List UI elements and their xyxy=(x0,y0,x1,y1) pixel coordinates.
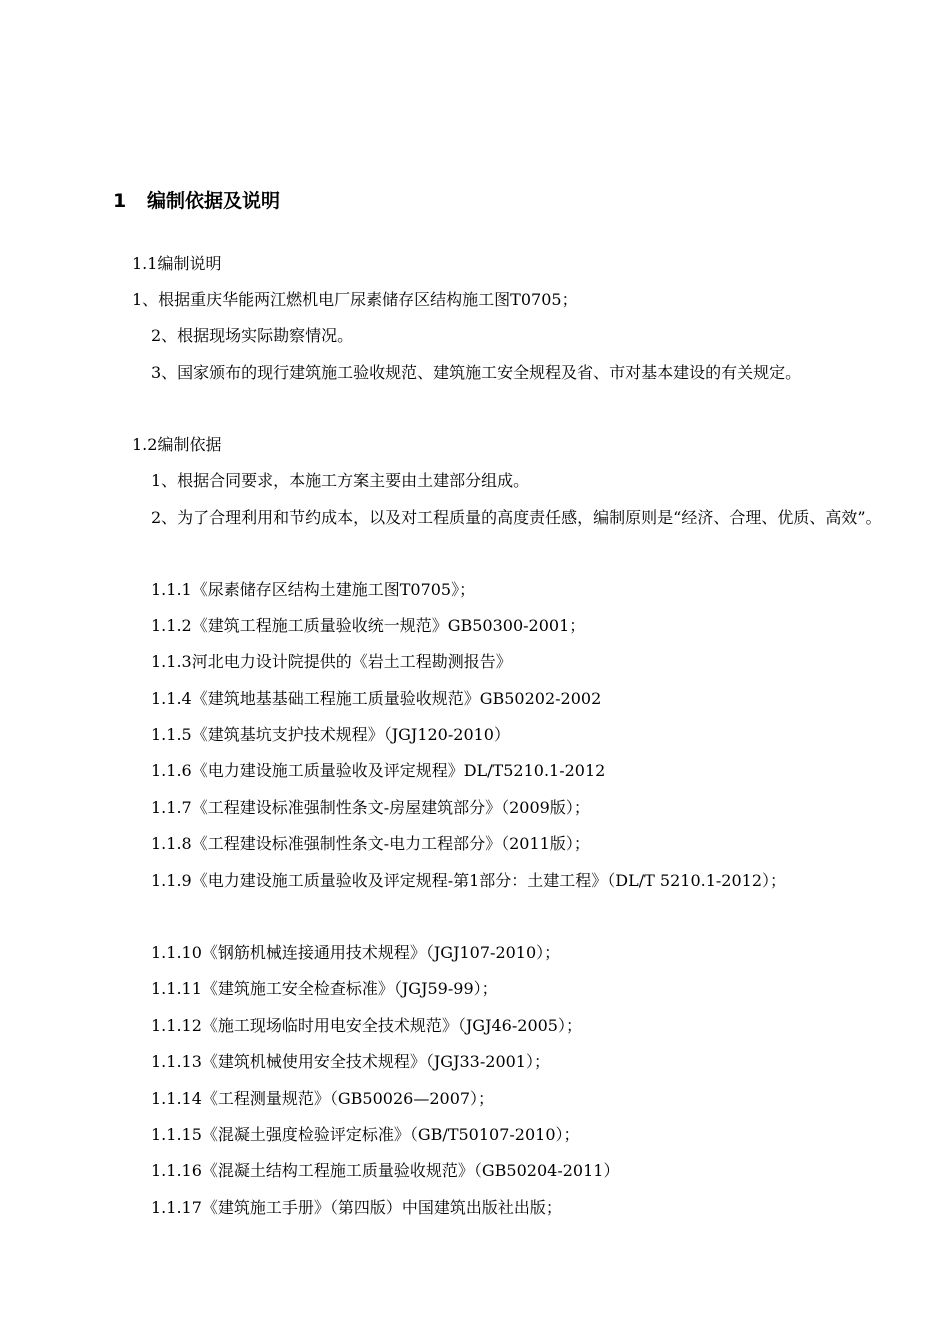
reference-item: 1.1.8《工程建设标准强制性条文-电力工程部分》（2011版）； xyxy=(151,834,590,853)
reference-item: 1.1.2《建筑工程施工质量验收统一规范》GB50300-2001； xyxy=(151,616,586,635)
reference-item: 1.1.1《尿素储存区结构土建施工图T0705》； xyxy=(151,580,476,599)
reference-item: 1.1.17《建筑施工手册》（第四版）中国建筑出版社出版； xyxy=(151,1198,562,1217)
reference-item: 1.1.10《钢筋机械连接通用技术规程》（JGJ107-2010）； xyxy=(151,943,561,962)
reference-item: 1.1.16《混凝土结构工程施工质量验收规范》（GB50204-2011） xyxy=(151,1161,620,1180)
section-heading xyxy=(113,186,280,216)
reference-item: 1.1.3河北电力设计院提供的《岩土工程勘测报告》 xyxy=(151,652,512,671)
reference-item: 1.1.5《建筑基坑支护技术规程》（JGJ120-2010） xyxy=(151,725,510,744)
paragraph-item: 1、根据合同要求，本施工方案主要由土建部分组成。 xyxy=(151,471,530,490)
reference-item: 1.1.4《建筑地基基础工程施工质量验收规范》GB50202-2002 xyxy=(151,689,602,708)
paragraph-item: 2、为了合理利用和节约成本，以及对工程质量的高度责任感，编制原则是“经济、合理、优质、高效”。 xyxy=(151,508,882,527)
reference-item: 1.1.11《建筑施工安全检查标准》（JGJ59-99）； xyxy=(151,979,498,998)
reference-item: 1.1.14《工程测量规范》（GB50026—2007）； xyxy=(151,1089,495,1108)
reference-item: 1.1.7《工程建设标准强制性条文-房屋建筑部分》（2009版）； xyxy=(151,798,590,817)
paragraph-item: 3、国家颁布的现行建筑施工验收规范、建筑施工安全规程及省、市对基本建设的有关规定。 xyxy=(151,363,802,382)
reference-item: 1.1.13《建筑机械使用安全技术规程》（JGJ33-2001）； xyxy=(151,1052,550,1071)
reference-item: 1.1.12《施工现场临时用电安全技术规范》（JGJ46-2005）； xyxy=(151,1016,582,1035)
section-number: 1 xyxy=(113,190,127,212)
subsection-title-1-1: 1.1编制说明 xyxy=(132,254,222,273)
section-title: 编制依据及说明 xyxy=(147,190,281,212)
paragraph-item: 1、根据重庆华能两江燃机电厂尿素储存区结构施工图T0705； xyxy=(132,290,578,309)
paragraph-item: 2、根据现场实际勘察情况。 xyxy=(151,326,354,345)
subsection-title-1-2: 1.2编制依据 xyxy=(132,435,222,454)
reference-item: 1.1.15《混凝土强度检验评定标准》（GB/T50107-2010）； xyxy=(151,1125,580,1144)
reference-item: 1.1.6《电力建设施工质量验收及评定规程》DL/T5210.1-2012 xyxy=(151,761,606,780)
reference-item: 1.1.9《电力建设施工质量验收及评定规程-第1部分：土建工程》（DL/T 5210.1-2012）； xyxy=(151,871,787,890)
